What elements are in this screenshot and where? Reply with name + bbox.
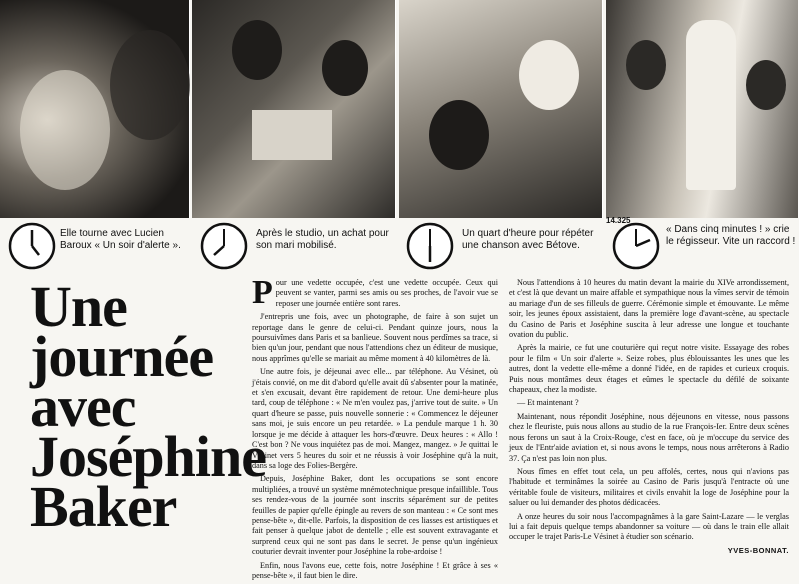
paragraph: Enfin, nous l'avons eue, cette fois, notre Joséphine ! Et grâce à ses « pense-bête », il faut bien le dire. — [252, 560, 498, 580]
paragraph: Une autre fois, je déjeunai avec elle... par téléphone. Au Vésinet, où j'étais convié, on me dit d'abord qu'elle avait dû s'absenter pour la matinée, et s'en excusait, devant être rapidement de retour. Une demi-heure plus tard, coup de téléphone : « Ne m'en voulez pas, j'arrive tout de suite. » Un quart d'heure se passe, puis nouvelle sonnerie : « Commencez le déjeuner sans moi, je suis encore un peu retardée. » La pendule marque 1 h. 30 lorsque je me décide à attaquer les hors-d'œuvre. Deux heures : « Allo ! C'est bon ? Ne vous inquiétez pas de moi. Mangez, mangez. » Je quittai le Vésinet vers 5 heures du soir et ne réussis à voir Joséphine qu'à la nuit, dans sa loge des Folies-Bergère. — [252, 367, 498, 470]
title-line: Une — [30, 274, 127, 339]
caption-4: « Dans cinq minutes ! » crie le régisseur. Vite un raccord ! — [666, 224, 796, 247]
paragraph: Maintenant, nous répondit Joséphine, nous déjeunons en vitesse, nous passons chez le fleuriste, puis nous allons au studio de la rue François-Ier. Entre deux scènes nous ferons un saut à la Croix-Rouge, c'est en face, où je m'occupe du service des jeux de l'Entr'aide aviation et, si nous avons le temps, nous nous arrêterons à Radio 37. Ça n'est pas loin non plus. — [509, 411, 789, 463]
title-line: Baker — [30, 474, 177, 539]
article-column-2 — [509, 278, 789, 556]
paragraph: A onze heures du soir nous l'accompagnâmes à la gare Saint-Lazare — le verglas lui a fait depuis quelque temps abandonner sa voiture — où dans le train elle allait occuper le trajet Paris-Le Vésinet à étudier son scénario. — [509, 511, 789, 542]
title-line: journée — [30, 324, 214, 389]
drop-cap: P — [252, 274, 273, 311]
caption-1: Elle tourne avec Lucien Baroux « Un soir d'alerte ». — [60, 228, 181, 251]
clock-icon — [612, 222, 660, 270]
photo-song-rehearsal — [399, 0, 603, 218]
clock-icon — [8, 222, 56, 270]
paragraph: Nous fîmes en effet tout cela, un peu affolés, certes, nous qui n'avions pas l'habitude et terminâmes la soirée au Casino de Paris jusqu'à l'entracte où une véritable foule de visiteurs, militaires et civils envahit la loge de Joséphine pour la saluer ou lui demander des photos dédicacées. — [509, 466, 789, 508]
photo-stage-dressing — [606, 0, 799, 218]
clock-icon — [406, 222, 454, 270]
paragraph: Depuis, Joséphine Baker, dont les occupations se sont encore multipliées, a trouvé un système mnémotechnique presque infaillible. Tous ses rendez-vous de la journée sont inscrits séparément sur de petites feuilles de papier qu'elle épingle au revers de son manteau : « Ce sont mes pense-bête », dit-elle. Parfois, la disposition de ces liasses est artistiques et fait penser à quelque jabot de dentelle ; elle est souvent extravagante et surprend ceux qui ne sont pas dans le secret. Je pense qu'un ingénieux couturier devrait inventer pour Joséphine la robe-ardoise ! — [252, 474, 498, 557]
caption-3: Un quart d'heure pour répéter une chanson avec Bétove. — [462, 228, 594, 251]
author-signature: YVES-BONNAT. — [727, 545, 789, 555]
paragraph: J'entrepris une fois, avec un photographe, de faire à son sujet un reportage dans le genre de celui-ci. Pendant quinze jours, nous la poursuivîmes dans Paris et sa banlieue. Souvent nous perdîmes sa trace, si bien qu'un jour, pendant que nous l'attendions chez un éditeur de musique, nous apprîmes qu'elle se mariait au même moment à 40 kilomètres de là. — [252, 312, 498, 363]
photo-baker-baroux — [0, 0, 190, 218]
article-column-1 — [252, 274, 498, 584]
photo-studio-purchase — [192, 0, 396, 218]
photo-tag: 14.325 — [606, 216, 631, 225]
article-title — [30, 274, 266, 539]
title-line: avec — [30, 374, 136, 439]
title-line: Joséphine — [30, 424, 266, 489]
paragraph: Nous l'attendions à 10 heures du matin devant la mairie du XIVe arrondissement, et c'est là que devant un maire affable et sympathique nous la vîmes servir de témoin au mariage d'un de ses filleuls de guerre. Cérémonie simple et émouvante. Le même soir, les jeunes époux assistaient, dans la première loge d'avant-scène, au spectacle du Casino de Paris et Joséphine suscita à leur adresse une longue et touchante ovation du public. — [509, 278, 789, 340]
paragraph: Pour une vedette occupée, c'est une vedette occupée. Ceux qui peuvent se vanter, parmi ses amis ou ses proches, de l'avoir vue se reposer une journée entière sont rares. — [252, 274, 498, 311]
paragraph: Après la mairie, ce fut une couturière qui reçut notre visite. Essayage des robes pour le film « Un soir d'alerte ». Seize robes, plus éblouissantes les unes que les autres, dont la vedette elle-même a donné l'idée, en de rapides et curieux croquis. Puis nous montâmes deux étages et eûmes le spectacle du défilé de soixante chapeaux, chez la modiste. — [509, 343, 789, 395]
clock-icon — [200, 222, 248, 270]
paragraph: — Et maintenant ? — [517, 398, 579, 408]
caption-2: Après le studio, un achat pour son mari mobilisé. — [256, 228, 389, 251]
